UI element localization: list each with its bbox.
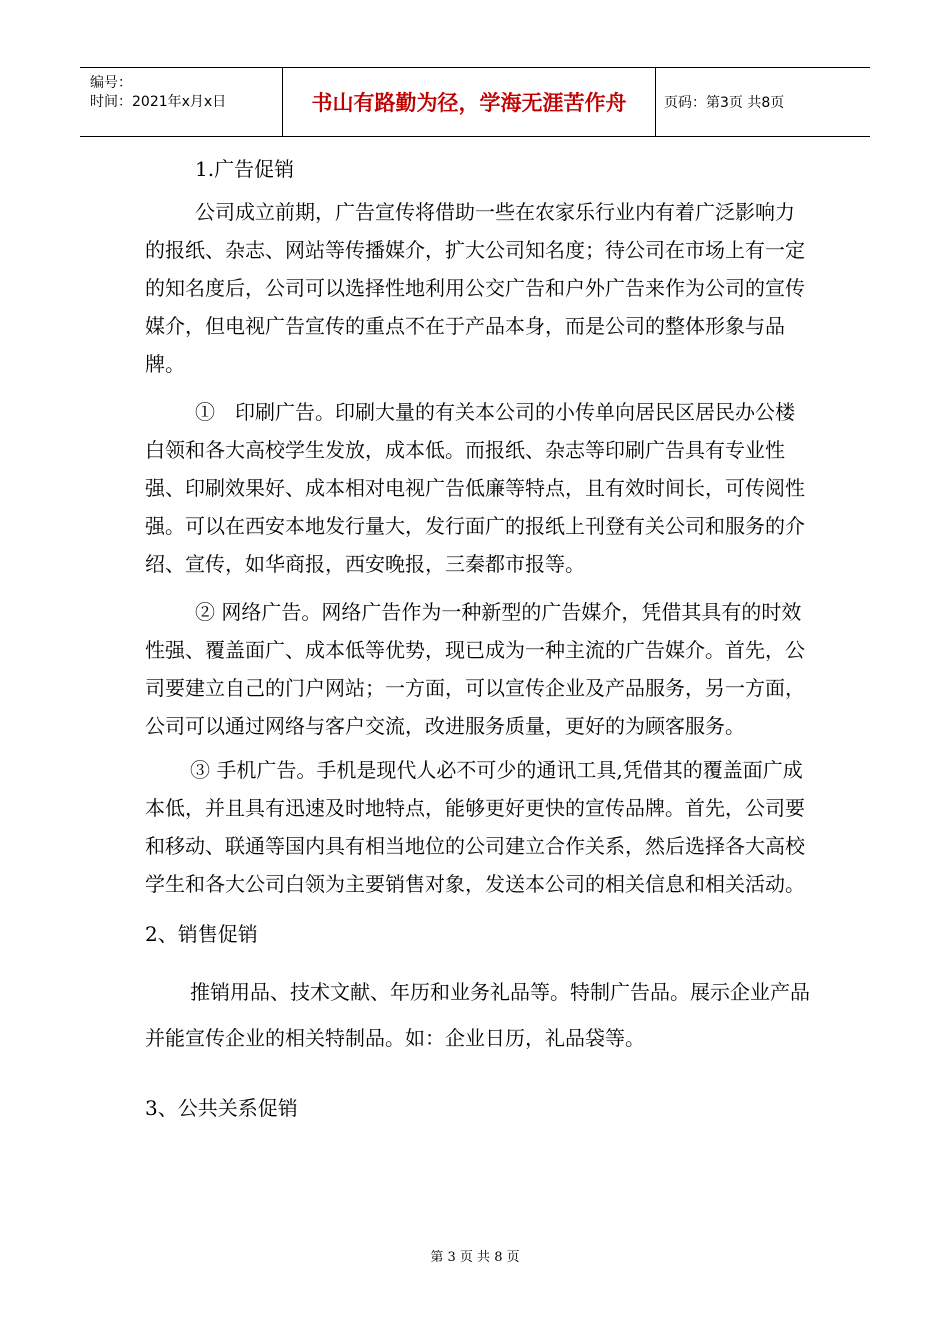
doc-number-label: 编号： xyxy=(90,75,132,91)
header-meta xyxy=(80,68,283,136)
paragraph: ② 网络广告。网络广告作为一种新型的广告媒介，凭借其具有的时效性强、覆盖面广、成本低等优势，现已成为一种主流的广告媒介。首先，公司要建立自己的门户网站；一方面，可以宣传企业及产品服务，另一方面，公司可以通过网络与客户交流，改进服务质量，更好的为顾客服务。 xyxy=(145,600,805,738)
page-footer: 第 3 页 共 8 页 xyxy=(430,1250,520,1265)
section-heading-sales: 2、销售促销 xyxy=(145,922,258,946)
paragraph: ① 印刷广告。印刷大量的有关本公司的小传单向居民区居民办公楼白领和各大高校学生发放，成本低。而报纸、杂志等印刷广告具有专业性强、印刷效果好、成本相对电视广告低廉等特点，且有效时间长，可传阅性强。可以在西安本地发行量大，发行面广的报纸上刊登有关公司和服务的介绍、宣传，如华商报，西安晚报，三秦都市报等。 xyxy=(145,400,805,576)
paragraph: 推销用品、技术文献、年历和业务礼品等。特制广告品。展示企业产品并能宣传企业的相关特制品。如：企业日历，礼品袋等。 xyxy=(145,980,810,1050)
doc-date-label: 时间：2021年x月x日 xyxy=(90,94,227,110)
section-heading-advertising: 1.广告促销 xyxy=(195,157,295,181)
header-page-label: 页码：第3页 共8页 xyxy=(664,95,785,111)
header-motto: 书山有路勤为径，学海无涯苦作舟 xyxy=(283,68,656,136)
page-header xyxy=(80,67,870,137)
section-heading-pr: 3、公共关系促销 xyxy=(145,1096,298,1120)
document-body xyxy=(145,150,810,1127)
paragraph: 公司成立前期，广告宣传将借助一些在农家乐行业内有着广泛影响力的报纸、杂志、网站等传播媒介，扩大公司知名度；待公司在市场上有一定的知名度后，公司可以选择性地利用公交广告和户外广告来作为公司的宣传媒介，但电视广告宣传的重点不在于产品本身，而是公司的整体形象与品牌。 xyxy=(145,200,805,376)
paragraph: ③ 手机广告。手机是现代人必不可少的通讯工具,凭借其的覆盖面广成本低，并且具有迅速及时地特点，能够更好更快的宣传品牌。首先，公司要和移动、联通等国内具有相当地位的公司建立合作关系，然后选择各大高校学生和各大公司白领为主要销售对象，发送本公司的相关信息和相关活动。 xyxy=(145,758,805,896)
